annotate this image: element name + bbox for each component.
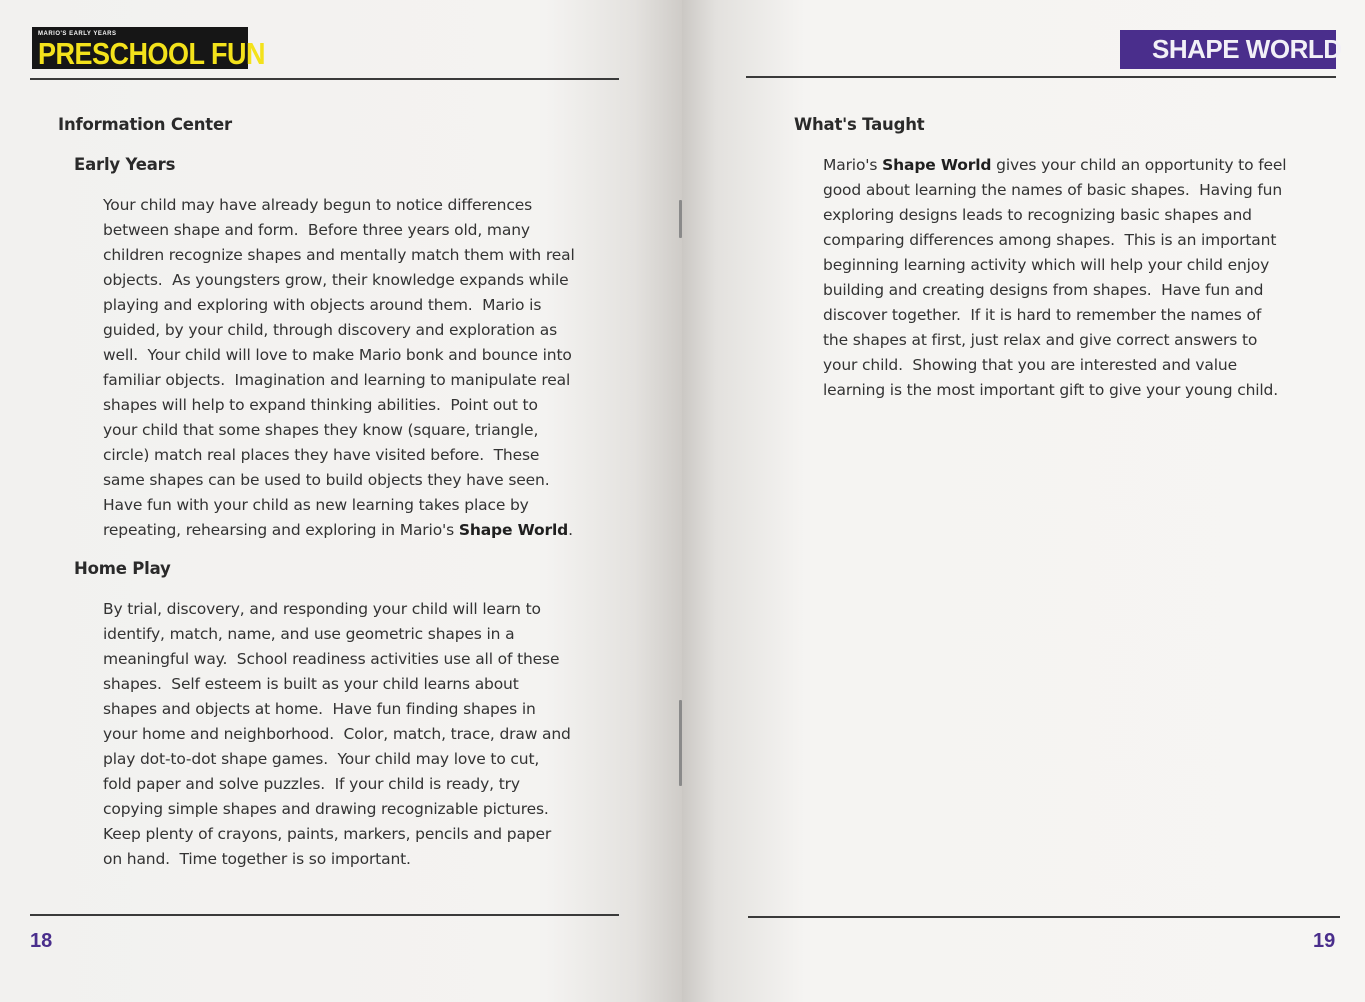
whats-taught-heading: What's Taught (794, 115, 925, 134)
footer-rule (748, 916, 1340, 918)
page-number: 19 (1313, 930, 1336, 952)
header-rule (30, 78, 619, 80)
logo-main-text: PRESCHOOL FUN (38, 36, 266, 71)
logo-small-text: MARIO'S EARLY YEARS (38, 31, 117, 37)
page-number: 18 (30, 930, 53, 952)
whats-taught-pre: Mario's (823, 156, 883, 174)
footer-rule (30, 914, 619, 916)
early-years-bold: Shape World (458, 521, 569, 539)
preschool-fun-logo (32, 27, 266, 71)
banner-text: SHAPE WORLD (1152, 34, 1342, 64)
home-play-paragraph: By trial, discovery, and responding your child will learn to identify, match, name, and use geometric shapes in a meaningful way. School readiness activities use all of these shapes. Self esteem is built as your child learns about shapes and objects at home. Have fun finding shapes in your home and neighborhood. Color, match, trace, draw and play dot-to-dot shape games. Your child may love to cut, fold paper and solve puzzles. If your child is ready, try copying simple shapes and drawing recognizable pictures. Keep plenty of crayons, paints, markers, pencils and paper on hand. Time together is so important. (103, 600, 571, 868)
whats-taught-paragraph (823, 153, 1286, 403)
early-years-text: Your child may have already begun to notice differences between shape and form. Before three years old, many children recognize shapes and mentally match them with real objects. As youngsters grow, their knowledge expands while playing and exploring with objects around them. Mario is guided, by your child, through discovery and exploration as well. Your child will love to make Mario bonk and bounce into familiar objects. Imagination and learning to manipulate real shapes will help to expand thinking abilities. Point out to your child that some shapes they know (square, triangle, circle) match real places they have visited before. These same shapes can be used to build objects they have seen. Have fun with your child as new learning takes place by repeating, rehearsing and exploring in Mario's (103, 196, 575, 539)
section-title: Information Center (58, 115, 232, 134)
shape-world-banner (1120, 30, 1342, 69)
early-years-end: . (568, 521, 573, 539)
right-page (682, 0, 1365, 1002)
home-play-heading: Home Play (74, 559, 171, 578)
whats-taught-bold: Shape World (882, 156, 992, 174)
header-rule (746, 76, 1336, 78)
early-years-paragraph (103, 193, 575, 543)
early-years-heading: Early Years (74, 155, 176, 174)
whats-taught-text: gives your child an opportunity to feel good about learning the names of basic shapes. Having fun exploring designs leads to recognizing basic shapes and comparing differences among shapes. This is an important beginning learning activity which will help your child enjoy building and creating designs from shapes. Have fun and discover together. If it is hard to remember the names of the shapes at first, just relax and give correct answers to your child. Showing that you are interested and value learning is the most important gift to give your young child. (823, 156, 1287, 399)
left-page (0, 0, 682, 1002)
